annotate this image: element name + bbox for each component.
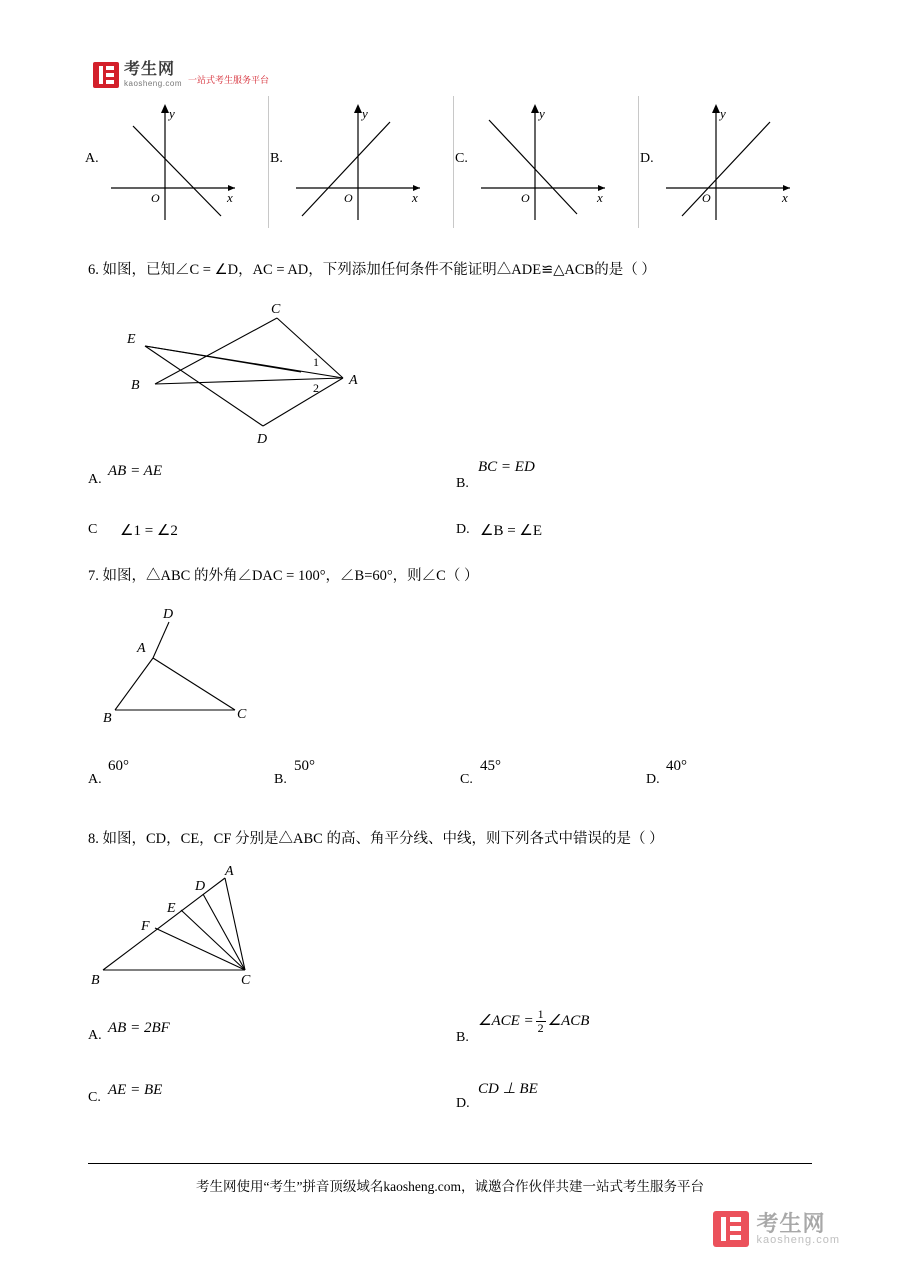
logo-icon bbox=[93, 62, 119, 88]
svg-text:O: O bbox=[702, 191, 711, 205]
svg-text:y: y bbox=[362, 106, 368, 121]
svg-text:F: F bbox=[141, 919, 150, 934]
svg-text:x: x bbox=[782, 190, 788, 205]
svg-text:1: 1 bbox=[313, 355, 319, 369]
q7-option-c-value[interactable]: 45° bbox=[480, 758, 501, 774]
site-logo bbox=[93, 62, 269, 88]
option-label: A. bbox=[85, 151, 99, 166]
q8-option-b-pre: ∠ACE = bbox=[478, 1013, 534, 1030]
svg-text:O: O bbox=[521, 191, 530, 205]
watermark-logo-icon bbox=[713, 1211, 749, 1247]
fraction-numerator: 1 bbox=[537, 1007, 544, 1021]
q5-option-a[interactable] bbox=[85, 96, 245, 228]
question-6-figure bbox=[85, 298, 385, 448]
q7-option-b-label: B. bbox=[274, 772, 287, 787]
divider bbox=[268, 96, 269, 228]
svg-text:C: C bbox=[237, 707, 247, 722]
svg-text:B: B bbox=[103, 711, 112, 726]
q8-option-a-value[interactable]: AB = 2BF bbox=[108, 1020, 170, 1036]
logo-text bbox=[124, 62, 182, 88]
logo-tagline: 一站式考生服务平台 bbox=[188, 74, 270, 85]
svg-text:D: D bbox=[257, 432, 268, 447]
svg-text:y: y bbox=[169, 106, 175, 121]
q6-option-c-label: C bbox=[88, 522, 98, 537]
svg-text:y: y bbox=[539, 106, 545, 121]
logo-title: 考生网 bbox=[124, 61, 176, 78]
svg-text:B: B bbox=[131, 378, 140, 393]
q8-option-a-label: A. bbox=[88, 1028, 102, 1043]
q7-option-d-label: D. bbox=[646, 772, 660, 787]
svg-text:E: E bbox=[127, 332, 136, 347]
q8-option-c-value[interactable]: AE = BE bbox=[108, 1082, 163, 1098]
question-6-stem: 6. 如图，已知∠C = ∠D，AC = AD，下列添加任何条件不能证明△ADE≌△ACB的是（ ） bbox=[88, 262, 656, 278]
q5-option-b[interactable] bbox=[270, 96, 430, 228]
q5-options-row bbox=[85, 96, 815, 228]
question-8-figure bbox=[85, 862, 365, 987]
divider bbox=[453, 96, 454, 228]
question-8-stem: 8. 如图，CD，CE，CF 分别是△ABC 的高、角平分线、中线，则下列各式中错误的是（ ） bbox=[88, 831, 664, 847]
svg-text:E: E bbox=[167, 901, 176, 916]
watermark-text bbox=[756, 1212, 840, 1247]
q7-option-b-value[interactable]: 50° bbox=[294, 758, 315, 774]
q8-option-b-value[interactable] bbox=[478, 1008, 589, 1035]
q8-option-c-label: C. bbox=[88, 1090, 101, 1105]
option-label: D. bbox=[640, 151, 654, 166]
question-7-figure bbox=[85, 600, 345, 730]
graph-d bbox=[658, 96, 798, 228]
q6-option-d-label: D. bbox=[456, 522, 470, 537]
q5-option-c[interactable] bbox=[455, 96, 615, 228]
svg-text:x: x bbox=[597, 190, 603, 205]
svg-text:2: 2 bbox=[313, 381, 319, 395]
svg-text:C: C bbox=[241, 973, 251, 987]
divider bbox=[638, 96, 639, 228]
q6-option-a-label: A. bbox=[88, 472, 102, 487]
q6-option-b-label: B. bbox=[456, 476, 469, 491]
q6-option-a-value[interactable]: AB = AE bbox=[108, 463, 163, 479]
svg-text:B: B bbox=[91, 973, 100, 987]
svg-text:O: O bbox=[151, 191, 160, 205]
watermark-title: 考生网 bbox=[756, 1210, 826, 1236]
svg-text:C: C bbox=[271, 302, 281, 317]
footer-text: 考生网使用“考生”拼音顶级域名kaosheng.com，诚邀合作伙伴共建一站式考生服务平台 bbox=[195, 1179, 705, 1194]
q7-option-a-value[interactable]: 60° bbox=[108, 758, 129, 774]
fraction-one-half bbox=[536, 1008, 546, 1035]
svg-text:O: O bbox=[344, 191, 353, 205]
svg-text:y: y bbox=[720, 106, 726, 121]
svg-text:D: D bbox=[163, 607, 174, 622]
q7-option-c-label: C. bbox=[460, 772, 473, 787]
svg-text:A: A bbox=[137, 641, 146, 656]
svg-text:D: D bbox=[195, 879, 206, 894]
q8-option-b-label: B. bbox=[456, 1030, 469, 1045]
q5-option-d[interactable] bbox=[640, 96, 800, 228]
q8-option-b-post: ∠ACB bbox=[547, 1013, 590, 1030]
svg-text:A: A bbox=[225, 864, 234, 879]
q6-option-c-value[interactable]: ∠1 = ∠2 bbox=[120, 523, 178, 539]
graph-c bbox=[473, 96, 613, 228]
q7-option-a-label: A. bbox=[88, 772, 102, 787]
q8-option-d-value[interactable]: CD ⊥ BE bbox=[478, 1081, 538, 1097]
graph-b bbox=[288, 96, 428, 228]
option-label: C. bbox=[455, 151, 468, 166]
q6-option-d-value[interactable]: ∠B = ∠E bbox=[480, 523, 543, 539]
q8-option-d-label: D. bbox=[456, 1096, 470, 1111]
graph-a bbox=[103, 96, 243, 228]
logo-domain: kaosheng.com bbox=[124, 79, 183, 88]
footer-divider bbox=[88, 1163, 812, 1164]
fraction-denominator: 2 bbox=[537, 1020, 544, 1035]
q7-option-d-value[interactable]: 40° bbox=[666, 758, 687, 774]
svg-text:x: x bbox=[227, 190, 233, 205]
question-7-stem: 7. 如图，△ABC 的外角∠DAC = 100°，∠B=60°，则∠C（ ） bbox=[88, 568, 479, 584]
watermark bbox=[713, 1211, 840, 1247]
option-label: B. bbox=[270, 151, 283, 166]
svg-text:A: A bbox=[349, 373, 358, 388]
svg-text:x: x bbox=[412, 190, 418, 205]
q6-option-b-value[interactable]: BC = ED bbox=[478, 459, 535, 475]
watermark-domain: kaosheng.com bbox=[756, 1233, 840, 1246]
